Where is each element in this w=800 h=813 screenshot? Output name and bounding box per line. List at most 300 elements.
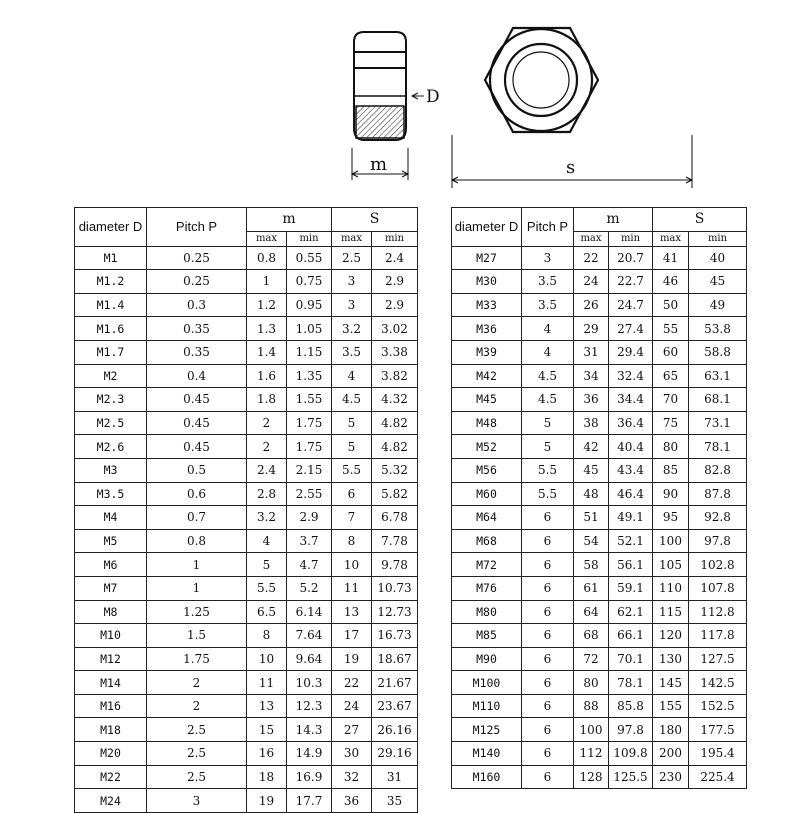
cell-m-max: 13	[247, 694, 287, 718]
table-row	[75, 576, 418, 600]
cell-diameter: M90	[452, 647, 522, 671]
cell-pitch: 1	[147, 576, 247, 600]
cell-diameter: M2.6	[75, 435, 147, 459]
cell-pitch: 4	[522, 340, 574, 364]
cell-pitch: 1.5	[147, 624, 247, 648]
cell-m-min: 1.75	[287, 435, 332, 459]
cell-m-max: 11	[247, 671, 287, 695]
cell-diameter: M1.7	[75, 340, 147, 364]
cell-diameter: M1.6	[75, 317, 147, 341]
cell-pitch: 0.25	[147, 246, 247, 270]
cell-diameter: M14	[75, 671, 147, 695]
cell-s-min: 152.5	[689, 694, 747, 718]
cell-m-min: 3.7	[287, 529, 332, 553]
spec-table-right	[451, 207, 747, 789]
cell-s-max: 27	[332, 718, 372, 742]
cell-diameter: M48	[452, 411, 522, 435]
table-row	[452, 553, 747, 577]
cell-pitch: 1.25	[147, 600, 247, 624]
cell-s-min: 92.8	[689, 506, 747, 530]
cell-s-max: 120	[653, 624, 689, 648]
cell-pitch: 0.7	[147, 506, 247, 530]
cell-m-max: 19	[247, 789, 287, 813]
cell-s-max: 230	[653, 765, 689, 789]
header-m: m	[247, 208, 332, 232]
cell-m-max: 128	[574, 765, 609, 789]
cell-s-max: 110	[653, 576, 689, 600]
cell-m-min: 34.4	[609, 388, 653, 412]
cell-s-min: 82.8	[689, 458, 747, 482]
cell-m-max: 1.6	[247, 364, 287, 388]
cell-pitch: 6	[522, 742, 574, 766]
table-row	[75, 647, 418, 671]
cell-pitch: 0.5	[147, 458, 247, 482]
dimension-label-s: s	[566, 157, 576, 178]
cell-m-min: 40.4	[609, 435, 653, 459]
header-m-max: max	[574, 231, 609, 246]
cell-diameter: M8	[75, 600, 147, 624]
cell-diameter: M140	[452, 742, 522, 766]
cell-s-max: 3	[332, 293, 372, 317]
table-row	[452, 340, 747, 364]
table-row	[75, 270, 418, 294]
table-row	[452, 694, 747, 718]
cell-m-min: 14.3	[287, 718, 332, 742]
cell-s-max: 85	[653, 458, 689, 482]
cell-diameter: M36	[452, 317, 522, 341]
cell-pitch: 2	[147, 671, 247, 695]
cell-m-max: 31	[574, 340, 609, 364]
cell-s-max: 65	[653, 364, 689, 388]
cell-m-max: 5.5	[247, 576, 287, 600]
cell-diameter: M160	[452, 765, 522, 789]
table-row	[75, 789, 418, 813]
cell-s-min: 3.82	[372, 364, 418, 388]
header-s-min: min	[372, 231, 418, 246]
cell-pitch: 0.25	[147, 270, 247, 294]
cell-m-min: 97.8	[609, 718, 653, 742]
cell-pitch: 2	[147, 694, 247, 718]
cell-s-max: 3	[332, 270, 372, 294]
cell-m-min: 43.4	[609, 458, 653, 482]
cell-pitch: 6	[522, 600, 574, 624]
cell-m-min: 2.9	[287, 506, 332, 530]
cell-s-max: 6	[332, 482, 372, 506]
cell-diameter: M39	[452, 340, 522, 364]
header-s-max: max	[332, 231, 372, 246]
cell-s-min: 3.02	[372, 317, 418, 341]
cell-s-min: 177.5	[689, 718, 747, 742]
cell-s-min: 45	[689, 270, 747, 294]
cell-m-max: 42	[574, 435, 609, 459]
cell-pitch: 6	[522, 765, 574, 789]
spec-table-right-body	[452, 208, 747, 789]
cell-s-min: 40	[689, 246, 747, 270]
nut-top-view	[485, 28, 598, 132]
header-s-max: max	[653, 231, 689, 246]
table-row	[452, 246, 747, 270]
cell-m-min: 85.8	[609, 694, 653, 718]
cell-diameter: M52	[452, 435, 522, 459]
cell-pitch: 0.45	[147, 435, 247, 459]
table-row	[75, 411, 418, 435]
cell-m-max: 4	[247, 529, 287, 553]
cell-m-max: 72	[574, 647, 609, 671]
cell-s-max: 41	[653, 246, 689, 270]
cell-s-min: 87.8	[689, 482, 747, 506]
cell-s-max: 145	[653, 671, 689, 695]
cell-m-max: 64	[574, 600, 609, 624]
cell-s-min: 6.78	[372, 506, 418, 530]
cell-diameter: M2.3	[75, 388, 147, 412]
cell-s-min: 4.82	[372, 435, 418, 459]
header-m-max: max	[247, 231, 287, 246]
table-row	[75, 293, 418, 317]
cell-m-max: 61	[574, 576, 609, 600]
cell-pitch: 0.35	[147, 317, 247, 341]
table-row	[75, 506, 418, 530]
cell-diameter: M72	[452, 553, 522, 577]
cell-diameter: M1.4	[75, 293, 147, 317]
cell-diameter: M110	[452, 694, 522, 718]
cell-s-min: 117.8	[689, 624, 747, 648]
table-row	[75, 765, 418, 789]
cell-m-max: 26	[574, 293, 609, 317]
cell-diameter: M4	[75, 506, 147, 530]
table-row	[452, 671, 747, 695]
cell-s-min: 225.4	[689, 765, 747, 789]
table-row	[452, 458, 747, 482]
cell-pitch: 0.35	[147, 340, 247, 364]
cell-diameter: M60	[452, 482, 522, 506]
cell-pitch: 2.5	[147, 742, 247, 766]
cell-m-min: 0.95	[287, 293, 332, 317]
cell-m-min: 1.15	[287, 340, 332, 364]
cell-s-max: 7	[332, 506, 372, 530]
cell-pitch: 2.5	[147, 765, 247, 789]
cell-diameter: M76	[452, 576, 522, 600]
cell-s-min: 73.1	[689, 411, 747, 435]
cell-diameter: M100	[452, 671, 522, 695]
cell-pitch: 0.3	[147, 293, 247, 317]
cell-m-max: 1.3	[247, 317, 287, 341]
cell-s-min: 21.67	[372, 671, 418, 695]
cell-s-max: 19	[332, 647, 372, 671]
cell-pitch: 6	[522, 529, 574, 553]
header-diameter: diameter D	[452, 208, 522, 247]
cell-s-min: 112.8	[689, 600, 747, 624]
cell-diameter: M24	[75, 789, 147, 813]
cell-m-min: 7.64	[287, 624, 332, 648]
table-row	[452, 600, 747, 624]
table-row	[75, 671, 418, 695]
cell-diameter: M7	[75, 576, 147, 600]
cell-s-max: 5	[332, 435, 372, 459]
cell-s-max: 3.2	[332, 317, 372, 341]
cell-diameter: M42	[452, 364, 522, 388]
cell-m-min: 52.1	[609, 529, 653, 553]
cell-diameter: M56	[452, 458, 522, 482]
cell-m-max: 0.8	[247, 246, 287, 270]
table-row	[75, 624, 418, 648]
table-row	[452, 317, 747, 341]
cell-m-min: 22.7	[609, 270, 653, 294]
cell-s-min: 9.78	[372, 553, 418, 577]
cell-pitch: 3	[522, 246, 574, 270]
cell-s-max: 200	[653, 742, 689, 766]
cell-s-max: 100	[653, 529, 689, 553]
cell-m-min: 0.55	[287, 246, 332, 270]
cell-diameter: M6	[75, 553, 147, 577]
dimension-label-d: D	[426, 87, 440, 107]
cell-m-max: 29	[574, 317, 609, 341]
cell-m-max: 34	[574, 364, 609, 388]
cell-s-max: 95	[653, 506, 689, 530]
cell-m-min: 36.4	[609, 411, 653, 435]
cell-pitch: 0.45	[147, 411, 247, 435]
cell-s-max: 32	[332, 765, 372, 789]
cell-s-max: 17	[332, 624, 372, 648]
table-row	[75, 718, 418, 742]
header-diameter: diameter D	[75, 208, 147, 247]
cell-pitch: 6	[522, 553, 574, 577]
table-row	[452, 388, 747, 412]
cell-pitch: 1.75	[147, 647, 247, 671]
table-row	[452, 624, 747, 648]
cell-pitch: 0.6	[147, 482, 247, 506]
table-row	[452, 411, 747, 435]
cell-m-max: 2	[247, 411, 287, 435]
cell-m-min: 1.75	[287, 411, 332, 435]
cell-s-min: 142.5	[689, 671, 747, 695]
cell-m-max: 2.8	[247, 482, 287, 506]
cell-s-max: 30	[332, 742, 372, 766]
cell-s-min: 10.73	[372, 576, 418, 600]
cell-s-min: 5.32	[372, 458, 418, 482]
cell-m-max: 2.4	[247, 458, 287, 482]
cell-pitch: 3.5	[522, 293, 574, 317]
cell-s-min: 2.4	[372, 246, 418, 270]
table-row	[452, 647, 747, 671]
cell-m-max: 8	[247, 624, 287, 648]
cell-m-max: 1.8	[247, 388, 287, 412]
cell-s-max: 11	[332, 576, 372, 600]
cell-s-min: 18.67	[372, 647, 418, 671]
cell-m-min: 24.7	[609, 293, 653, 317]
table-row	[75, 435, 418, 459]
table-row	[75, 529, 418, 553]
cell-pitch: 2.5	[147, 718, 247, 742]
cell-m-max: 54	[574, 529, 609, 553]
cell-s-min: 35	[372, 789, 418, 813]
cell-m-min: 20.7	[609, 246, 653, 270]
cell-diameter: M20	[75, 742, 147, 766]
cell-s-max: 55	[653, 317, 689, 341]
cell-s-max: 2.5	[332, 246, 372, 270]
cell-m-min: 1.35	[287, 364, 332, 388]
hex-nut-drawing	[330, 10, 710, 190]
table-row	[75, 317, 418, 341]
cell-m-max: 1.4	[247, 340, 287, 364]
cell-m-max: 22	[574, 246, 609, 270]
cell-s-min: 7.78	[372, 529, 418, 553]
cell-m-min: 5.2	[287, 576, 332, 600]
header-pitch: Pitch P	[522, 208, 574, 247]
cell-m-max: 36	[574, 388, 609, 412]
spec-table-left-body	[75, 208, 418, 813]
table-row	[452, 742, 747, 766]
cell-pitch: 1	[147, 553, 247, 577]
cell-s-max: 10	[332, 553, 372, 577]
table-row	[452, 576, 747, 600]
cell-s-min: 49	[689, 293, 747, 317]
cell-s-max: 75	[653, 411, 689, 435]
cell-m-max: 16	[247, 742, 287, 766]
cell-m-min: 46.4	[609, 482, 653, 506]
cell-s-max: 22	[332, 671, 372, 695]
cell-pitch: 0.8	[147, 529, 247, 553]
cell-m-max: 58	[574, 553, 609, 577]
cell-s-max: 3.5	[332, 340, 372, 364]
cell-s-max: 105	[653, 553, 689, 577]
table-row	[75, 246, 418, 270]
table-row	[75, 364, 418, 388]
cell-s-min: 68.1	[689, 388, 747, 412]
cell-s-min: 127.5	[689, 647, 747, 671]
cell-s-max: 24	[332, 694, 372, 718]
cell-m-max: 10	[247, 647, 287, 671]
cell-diameter: M64	[452, 506, 522, 530]
cell-m-min: 6.14	[287, 600, 332, 624]
nut-hatch-section	[356, 106, 404, 138]
table-row	[75, 742, 418, 766]
cell-m-min: 109.8	[609, 742, 653, 766]
cell-m-max: 51	[574, 506, 609, 530]
cell-s-min: 3.38	[372, 340, 418, 364]
cell-m-max: 3.2	[247, 506, 287, 530]
cell-s-min: 78.1	[689, 435, 747, 459]
cell-s-max: 90	[653, 482, 689, 506]
cell-pitch: 4.5	[522, 388, 574, 412]
table-row	[452, 435, 747, 459]
table-row	[75, 340, 418, 364]
cell-pitch: 6	[522, 718, 574, 742]
cell-diameter: M16	[75, 694, 147, 718]
cell-pitch: 6	[522, 576, 574, 600]
cell-pitch: 4.5	[522, 364, 574, 388]
cell-m-max: 45	[574, 458, 609, 482]
cell-pitch: 6	[522, 506, 574, 530]
cell-diameter: M68	[452, 529, 522, 553]
cell-m-min: 29.4	[609, 340, 653, 364]
cell-diameter: M33	[452, 293, 522, 317]
header-s: S	[653, 208, 747, 232]
cell-pitch: 3.5	[522, 270, 574, 294]
cell-s-max: 4	[332, 364, 372, 388]
cell-diameter: M125	[452, 718, 522, 742]
cell-s-min: 63.1	[689, 364, 747, 388]
cell-diameter: M85	[452, 624, 522, 648]
cell-pitch: 6	[522, 671, 574, 695]
dimension-label-m: m	[370, 154, 388, 175]
cell-m-max: 88	[574, 694, 609, 718]
cell-s-max: 5	[332, 411, 372, 435]
cell-m-min: 70.1	[609, 647, 653, 671]
cell-s-min: 4.82	[372, 411, 418, 435]
cell-m-max: 15	[247, 718, 287, 742]
cell-m-min: 0.75	[287, 270, 332, 294]
cell-pitch: 5	[522, 435, 574, 459]
cell-s-max: 5.5	[332, 458, 372, 482]
cell-pitch: 4	[522, 317, 574, 341]
cell-pitch: 5	[522, 411, 574, 435]
cell-m-min: 49.1	[609, 506, 653, 530]
cell-s-min: 53.8	[689, 317, 747, 341]
cell-m-min: 59.1	[609, 576, 653, 600]
cell-m-max: 18	[247, 765, 287, 789]
cell-s-max: 50	[653, 293, 689, 317]
cell-diameter: M10	[75, 624, 147, 648]
cell-s-min: 107.8	[689, 576, 747, 600]
cell-m-min: 14.9	[287, 742, 332, 766]
cell-s-max: 13	[332, 600, 372, 624]
table-row	[452, 270, 747, 294]
cell-pitch: 6	[522, 694, 574, 718]
table-row	[75, 388, 418, 412]
cell-s-min: 102.8	[689, 553, 747, 577]
cell-s-min: 2.9	[372, 270, 418, 294]
cell-pitch: 6	[522, 624, 574, 648]
table-row	[452, 529, 747, 553]
table-row	[75, 600, 418, 624]
cell-m-min: 56.1	[609, 553, 653, 577]
cell-s-max: 155	[653, 694, 689, 718]
cell-diameter: M1	[75, 246, 147, 270]
cell-m-max: 48	[574, 482, 609, 506]
cell-m-max: 1.2	[247, 293, 287, 317]
cell-diameter: M22	[75, 765, 147, 789]
table-row	[75, 458, 418, 482]
cell-pitch: 6	[522, 647, 574, 671]
cell-m-max: 2	[247, 435, 287, 459]
cell-diameter: M2	[75, 364, 147, 388]
cell-s-min: 97.8	[689, 529, 747, 553]
cell-m-max: 112	[574, 742, 609, 766]
cell-diameter: M30	[452, 270, 522, 294]
cell-m-min: 4.7	[287, 553, 332, 577]
cell-m-max: 6.5	[247, 600, 287, 624]
cell-s-max: 115	[653, 600, 689, 624]
cell-m-max: 38	[574, 411, 609, 435]
cell-m-min: 78.1	[609, 671, 653, 695]
cell-m-max: 68	[574, 624, 609, 648]
table-row	[75, 694, 418, 718]
table-row	[452, 506, 747, 530]
cell-diameter: M3	[75, 458, 147, 482]
cell-diameter: M2.5	[75, 411, 147, 435]
header-m: m	[574, 208, 653, 232]
table-row	[452, 293, 747, 317]
cell-m-min: 9.64	[287, 647, 332, 671]
cell-m-min: 125.5	[609, 765, 653, 789]
cell-s-max: 70	[653, 388, 689, 412]
cell-m-max: 100	[574, 718, 609, 742]
cell-diameter: M3.5	[75, 482, 147, 506]
cell-m-min: 62.1	[609, 600, 653, 624]
cell-s-min: 23.67	[372, 694, 418, 718]
cell-m-min: 16.9	[287, 765, 332, 789]
cell-s-min: 31	[372, 765, 418, 789]
